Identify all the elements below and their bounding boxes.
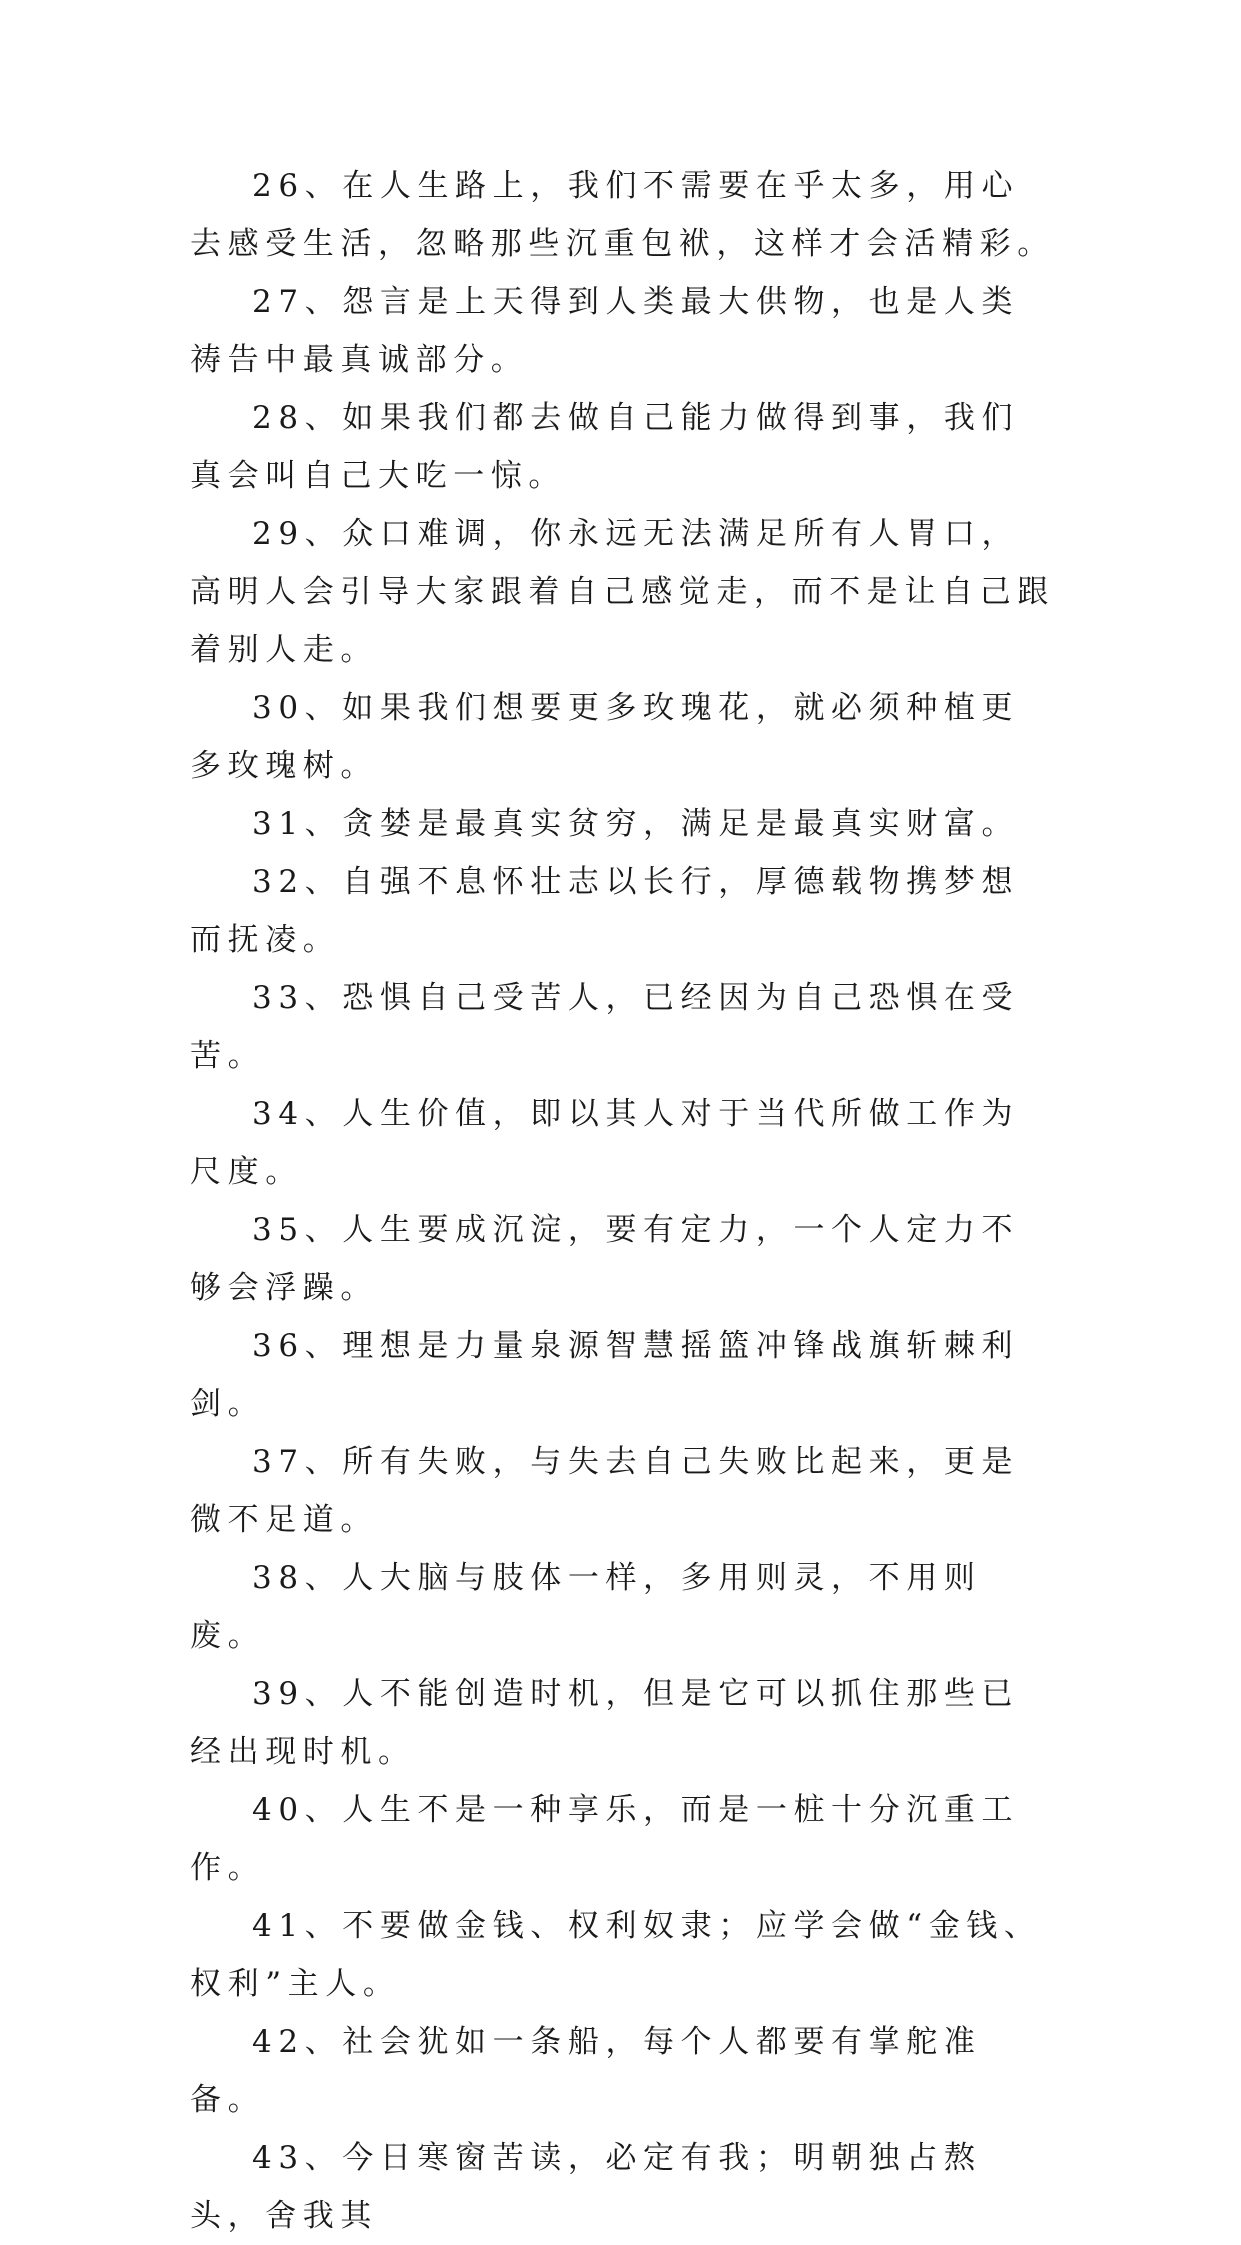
paragraph-38: 38、人大脑与肢体一样，多用则灵，不用则废。 bbox=[190, 1560, 982, 1654]
paragraph-39: 39、人不能创造时机，但是它可以抓住那些已经出现时机。 bbox=[190, 1676, 1020, 1770]
paragraph-41: 41、不要做金钱、权利奴隶；应学会做“金钱、权利”主人。 bbox=[190, 1908, 1042, 2002]
paragraph-36: 36、理想是力量泉源智慧摇篮冲锋战旗斩棘利剑。 bbox=[190, 1328, 1020, 1422]
paragraph-40: 40、人生不是一种享乐，而是一桩十分沉重工作。 bbox=[190, 1792, 1020, 1886]
paragraph-35: 35、人生要成沉淀，要有定力，一个人定力不够会浮躁。 bbox=[190, 1212, 1020, 1306]
document-body bbox=[190, 157, 1056, 2245]
paragraph-43: 43、今日寒窗苦读，必定有我；明朝独占熬头，舍我其 bbox=[190, 2140, 982, 2234]
paragraph-30: 30、如果我们想要更多玫瑰花，就必须种植更多玫瑰树。 bbox=[190, 690, 1020, 784]
paragraph-27: 27、怨言是上天得到人类最大供物，也是人类祷告中最真诚部分。 bbox=[190, 284, 1020, 378]
paragraph-32: 32、自强不息怀壮志以长行，厚德载物携梦想而抚凌。 bbox=[190, 864, 1020, 958]
paragraph-29: 29、众口难调，你永远无法满足所有人胃口，高明人会引导大家跟着自己感觉走，而不是让自己跟着别人走。 bbox=[190, 516, 1055, 668]
paragraph-37: 37、所有失败，与失去自己失败比起来，更是微不足道。 bbox=[190, 1444, 1020, 1538]
paragraph-33: 33、恐惧自己受苦人，已经因为自己恐惧在受苦。 bbox=[190, 980, 1020, 1074]
paragraph-34: 34、人生价值，即以其人对于当代所做工作为尺度。 bbox=[190, 1096, 1020, 1190]
paragraph-31: 31、贪婪是最真实贫穷，满足是最真实财富。 bbox=[252, 806, 1020, 842]
paragraph-26: 26、在人生路上，我们不需要在乎太多，用心去感受生活，忽略那些沉重包袱，这样才会活精彩。 bbox=[190, 168, 1055, 262]
paragraph-42: 42、社会犹如一条船，每个人都要有掌舵准备。 bbox=[190, 2024, 982, 2118]
paragraph-28: 28、如果我们都去做自己能力做得到事，我们真会叫自己大吃一惊。 bbox=[190, 400, 1020, 494]
